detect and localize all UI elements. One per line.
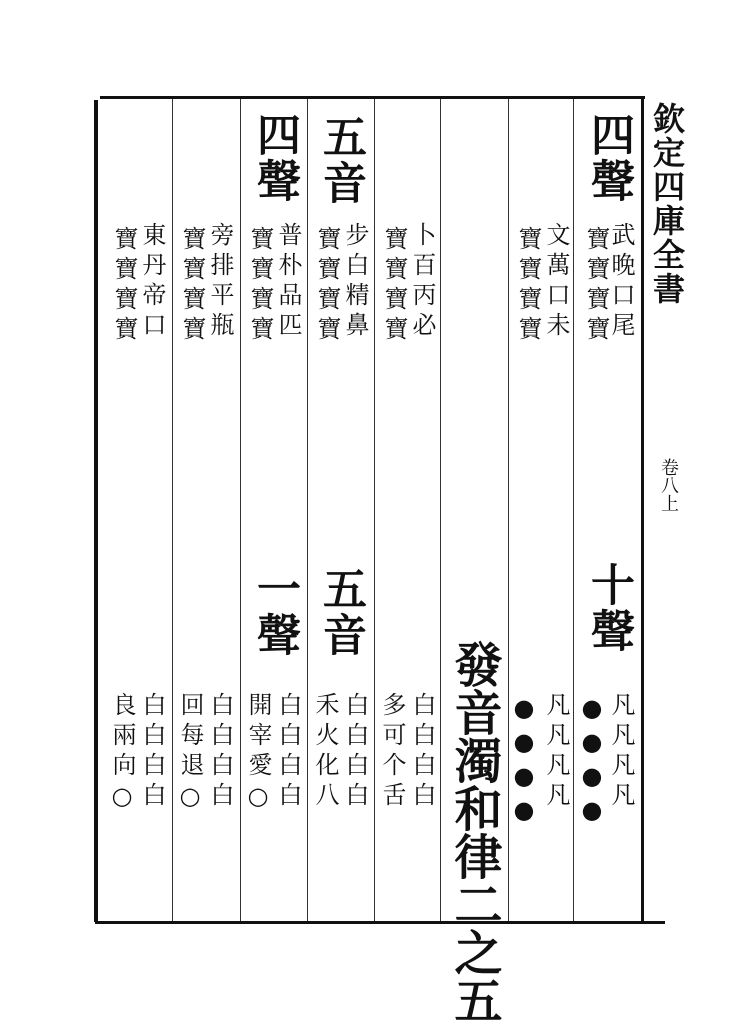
frame-bottom-border bbox=[95, 921, 665, 924]
column-rule bbox=[440, 99, 441, 921]
upper-heading-four-tones: 四聲 bbox=[583, 112, 634, 204]
frame-top-border bbox=[100, 96, 645, 99]
upper-col5-chars: 步白精鼻 bbox=[341, 222, 369, 342]
lower-col2-chars: 凡凡凡凡 bbox=[542, 692, 570, 812]
lower-col8-values: 良兩向○ bbox=[108, 692, 136, 816]
section-title: 發音濁和律二之五 bbox=[446, 640, 502, 1024]
lower-col1-chars: 凡凡凡凡 bbox=[607, 692, 635, 812]
upper-heading-four-tones-2: 四聲 bbox=[249, 112, 300, 204]
upper-col1-values: 寶寶寶寶 bbox=[582, 226, 610, 346]
upper-heading-five-sounds: 五音 bbox=[315, 114, 366, 206]
lower-col7-chars: 白白白白 bbox=[206, 692, 234, 812]
upper-col1-chars: 武晚口尾 bbox=[607, 222, 635, 342]
column-rule bbox=[240, 99, 241, 921]
column-rule bbox=[508, 99, 509, 921]
upper-col5-values: 寶寶寶寶 bbox=[313, 226, 341, 346]
frame-left-border bbox=[94, 100, 98, 922]
book-title: 欽定四庫全書 bbox=[648, 102, 686, 306]
lower-col6-chars: 白白白白 bbox=[274, 692, 302, 812]
lower-heading-ten-tones: 十聲 bbox=[583, 562, 634, 654]
frame-right-border bbox=[641, 96, 644, 922]
lower-col4-values: 多可个舌 bbox=[378, 692, 406, 812]
upper-col8-chars: 東丹帝口 bbox=[138, 222, 166, 342]
lower-heading-one-tone: 一聲 bbox=[249, 566, 300, 658]
lower-col6-values: 開宰愛○ bbox=[244, 692, 272, 816]
column-rule bbox=[374, 99, 375, 921]
lower-col7-values: 回每退○ bbox=[176, 692, 204, 816]
upper-col4-chars: 卜百丙必 bbox=[408, 222, 436, 342]
column-rule bbox=[172, 99, 173, 921]
lower-heading-five-sounds: 五音 bbox=[315, 566, 366, 658]
lower-col5-values: 禾火化八 bbox=[311, 692, 339, 812]
upper-col8-values: 寶寶寶寶 bbox=[110, 226, 138, 346]
lower-col4-chars: 白白白白 bbox=[408, 692, 436, 812]
lower-col2-dots: ●●●● bbox=[510, 694, 538, 830]
upper-col6-chars: 普朴品匹 bbox=[274, 222, 302, 342]
lower-col5-chars: 白白白白 bbox=[341, 692, 369, 812]
upper-col7-values: 寶寶寶寶 bbox=[178, 226, 206, 346]
upper-col7-chars: 旁排平瓶 bbox=[206, 222, 234, 342]
upper-col2-values: 寶寶寶寶 bbox=[514, 226, 542, 346]
volume-label: 卷八上 bbox=[658, 458, 679, 512]
upper-col4-values: 寶寶寶寶 bbox=[380, 226, 408, 346]
upper-col6-values: 寶寶寶寶 bbox=[246, 226, 274, 346]
lower-col1-dots: ●●●● bbox=[578, 694, 606, 830]
lower-col8-chars: 白白白白 bbox=[138, 692, 166, 812]
upper-col2-chars: 文萬口未 bbox=[542, 222, 570, 342]
column-rule bbox=[573, 99, 574, 921]
column-rule bbox=[307, 99, 308, 921]
